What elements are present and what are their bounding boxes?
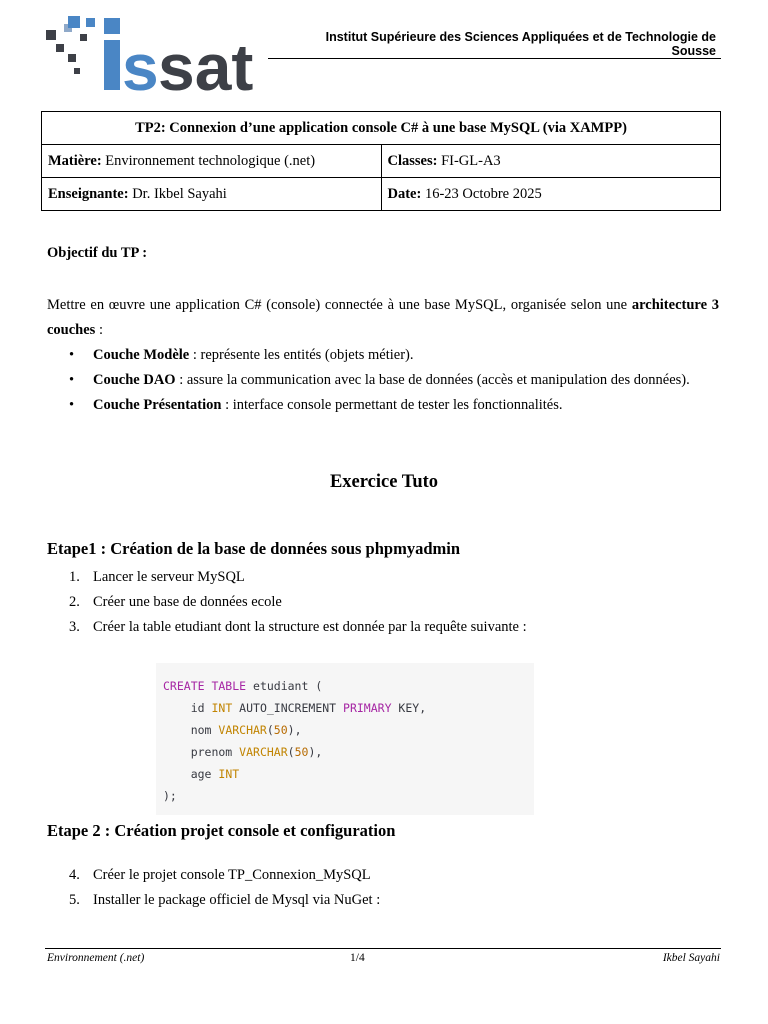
etape2-title: Etape 2 : Création projet console et configuration [47, 821, 396, 840]
code-number: 50 [273, 723, 288, 737]
list-item [47, 863, 719, 888]
code-text: prenom [163, 745, 240, 759]
etape1-list [47, 565, 719, 640]
bullet-text: : représente les entités (objets métier). [189, 347, 414, 363]
classes-label: Classes: [387, 152, 438, 169]
code-line [163, 767, 239, 781]
code-text: ); [163, 789, 177, 803]
bullet-item [47, 368, 719, 393]
item-number: 1. [69, 569, 80, 585]
code-type: INT [218, 767, 240, 781]
classes-cell [381, 145, 721, 178]
intro-bold: architecture 3 couches [47, 297, 719, 338]
bullet-text: : assure la communication avec la base de données (accès et manipulation des données). [175, 372, 690, 388]
bullet-dot: • [69, 397, 75, 413]
objectif-title: Objectif du TP : [47, 245, 148, 261]
matiere-cell [42, 145, 382, 178]
code-type: VARCHAR [218, 723, 267, 737]
objectif-intro [47, 293, 719, 343]
code-text: nom [163, 723, 219, 737]
code-number: 50 [294, 745, 309, 759]
bullet-bold: Couche Modèle [93, 347, 190, 363]
list-item [47, 888, 719, 913]
code-line [163, 789, 177, 803]
code-type: VARCHAR [239, 745, 288, 759]
header-rule [268, 58, 721, 59]
enseignante-cell [42, 178, 382, 211]
code-keyword: PRIMARY [343, 701, 392, 715]
code-text: ), [287, 723, 302, 737]
item-number: 5. [69, 892, 80, 908]
matiere-label: Matière: [48, 152, 102, 169]
date-cell [381, 178, 721, 211]
code-type: INT [211, 701, 233, 715]
item-text: Créer une base de données ecole [93, 594, 282, 610]
issat-logo [44, 14, 266, 94]
list-item [47, 590, 719, 615]
item-text: Lancer le serveur MySQL [93, 569, 245, 585]
code-text: id [163, 701, 212, 715]
svg-text:sat: sat [158, 30, 254, 94]
svg-text:s: s [122, 30, 159, 94]
bullet-item [47, 343, 719, 368]
item-number: 4. [69, 867, 80, 883]
code-text: AUTO_INCREMENT [232, 701, 344, 715]
date-label: Date: [387, 185, 422, 202]
objectif-bullets [47, 343, 719, 418]
bullet-dot: • [69, 347, 75, 363]
bullet-item [47, 393, 719, 418]
date-value: 16-23 Octobre 2025 [421, 185, 542, 202]
item-number: 2. [69, 594, 80, 610]
code-text: ( [287, 745, 295, 759]
footer-right: Ikbel Sayahi [662, 952, 720, 964]
classes-value: FI-GL-A3 [437, 152, 501, 169]
list-item [47, 565, 719, 590]
code-line [163, 679, 322, 693]
exercise-title: Exercice Tuto [329, 472, 439, 492]
institute-name: Institut Supérieure des Sciences Appliquées et de Technologie de Sousse [325, 30, 716, 58]
code-keyword: CREATE TABLE [163, 679, 247, 693]
code-line [163, 723, 302, 737]
code-text: ), [308, 745, 323, 759]
code-text: age [163, 767, 219, 781]
footer-rule [45, 948, 721, 949]
code-text: ( [266, 723, 274, 737]
enseignante-value: Dr. Ikbel Sayahi [128, 185, 227, 202]
list-item [47, 615, 719, 640]
page-number: 1/4 [350, 952, 365, 964]
bullet-text: : interface console permettant de tester les fonctionnalités. [221, 397, 563, 413]
tp-title: TP2: Connexion d’une application console C# à une base MySQL (via XAMPP) [42, 112, 721, 145]
code-text: KEY, [391, 701, 427, 715]
code-text: etudiant ( [246, 679, 323, 693]
item-text: Créer la table etudiant dont la structure est donnée par la requête suivante : [93, 619, 527, 635]
item-number: 3. [69, 619, 80, 635]
matiere-value: Environnement technologique (.net) [101, 152, 316, 169]
intro-text-1: Mettre en œuvre une application C# (console) connectée à une base MySQL, organisée selon une [47, 297, 632, 313]
footer-left: Environnement (.net) [47, 952, 145, 964]
etape2-list [47, 863, 719, 913]
sql-code-block [156, 663, 534, 815]
bullet-bold: Couche Présentation [93, 397, 222, 413]
code-line [163, 745, 322, 759]
bullet-dot: • [69, 372, 75, 388]
item-text: Créer le projet console TP_Connexion_MySQL [93, 867, 371, 883]
code-line [163, 701, 426, 715]
info-table [41, 111, 721, 211]
bullet-bold: Couche DAO [93, 372, 176, 388]
enseignante-label: Enseignante: [48, 185, 129, 202]
intro-text-2: : [95, 322, 103, 338]
item-text: Installer le package officiel de Mysql via NuGet : [93, 892, 381, 908]
etape1-title: Etape1 : Création de la base de données sous phpmyadmin [47, 539, 461, 558]
